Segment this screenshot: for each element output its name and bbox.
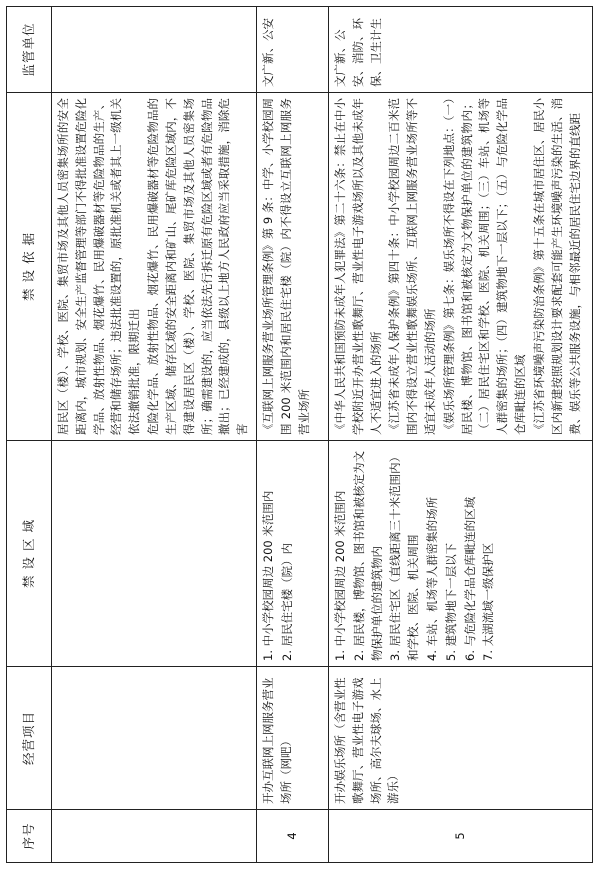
- table-header-row: [7, 7, 52, 863]
- area-item: 4. 车站、机场等人群密集的场所: [425, 496, 439, 661]
- prohibited-zones-table: [6, 6, 593, 863]
- supervising-dept: 文广新、公安: [256, 7, 328, 93]
- area-item: 1. 中小学校园周边 200 米范围内: [332, 490, 347, 661]
- table-row-continued: [52, 7, 257, 863]
- cell-area: [52, 441, 257, 667]
- basis-paragraph: 危险化学品、放射性物品、烟花爆竹、民用爆破器材等危险物品的生产区域、储存区域的安全距离内和矿山、尾矿库危险区域内，不得建设居民区（楼）、学校、医院、集贸市场及其他人员密集场所；确需建设的，应当依法先行拆迁原有危险区域或者有危险物品撤出；已经建成的，县级以上地方人民政府应当采取措施，消除危害: [146, 98, 250, 435]
- basis-paragraph: 《娱乐场所管理条例》第七条：娱乐场所不得设在下列地点：（一）居民楼、博物馆、图书馆和被核定为文物保护单位的建筑物内；（二）居民住宅区和学校、医院、机关周围；（三）车站、机场等人群密集的场所；（四）建筑物地下一层以下；（五）与危险化学品仓库毗连的区域: [441, 98, 528, 435]
- prohibited-area-cell: [328, 441, 592, 667]
- cell-basis: [52, 93, 257, 441]
- area-list: [260, 446, 297, 661]
- row-number: 5: [328, 810, 592, 863]
- header-no: 序号: [7, 810, 52, 863]
- area-item: 1. 中小学校园周边 200 米范围内: [260, 490, 275, 661]
- basis-paragraph: 居民区（楼）、学校、医院、集贸市场及其他人员密集场所的安全距离内，城市规划、安全生产监督管理等部门不得批准设置危险化学品、放射性物品、烟花爆竹、民用爆破器材等危险物品的生产、经营和储存场所；违法批准设置的，原批准机关或者其上一级机关依法撤销批准，限期迁出: [56, 98, 142, 435]
- table-row-5: [328, 7, 592, 863]
- area-item: 5. 建筑物地下一层以下: [443, 542, 458, 661]
- area-list: [332, 446, 498, 661]
- header-item: 经营项目: [7, 667, 52, 810]
- supervising-dept: 文广新、公安、消防、环保、卫生计生: [328, 7, 592, 93]
- basis-paragraph: 《江苏省环境噪声污染防治条例》第十五条在城市居住区、居民小区内新建按照规划设计要求配套可能产生环境噪声污染的生活、消费、娱乐等公共服务设施，与相邻最近的居民住宅边界的直线距: [531, 98, 582, 435]
- prohibited-area-cell: [256, 441, 328, 667]
- header-area: 禁 设 区 域: [7, 441, 52, 667]
- area-item: 6. 与危险化学品仓库毗连的区域: [462, 496, 477, 661]
- business-item: 开办娱乐场所（含营业性歌舞厅、营业性电子游戏场所、高尔夫球场、水上游乐）: [328, 667, 592, 810]
- table-row-4: [256, 7, 328, 863]
- area-item: 2. 居民住宅楼（院）内: [279, 542, 294, 661]
- area-item: 2. 居民楼，博物馆、图书馆和被核定为文物保护单位的建筑物内: [351, 450, 384, 661]
- row-number: 4: [256, 810, 328, 863]
- basis-paragraph: 《互联网上网服务营业场所管理条例》第 9 条：中学、小学校园周围 200 米范围内和居民住宅楼（院）内不得设立互联网上网服务营业场所: [260, 98, 311, 435]
- business-item: 开办互联网上网服务营业场所（网吧）: [256, 667, 328, 810]
- area-item: 3. 居民住宅区（直线距离三十米范围内）和学校、医院、机关周围: [388, 450, 421, 661]
- basis-paragraph: 《江苏省未成年人保护条例》第四十条：中小学校园周边二百米范围内不得设立营业性歌舞娱乐场所、互联网上网服务营业场所等不适宜未成年人活动的场所: [387, 98, 437, 435]
- basis-paragraph: 《中华人民共和国预防未成年人犯罪法》第二十六条：禁止在中小学校附近开办营业性歌舞厅、营业性电子游戏场所以及其他未成年人不适宜进入的场所: [332, 98, 383, 435]
- header-dept: 监管单位: [7, 7, 52, 93]
- legal-basis-cell: [328, 93, 592, 441]
- area-item: 7. 太湖流域一级保护区: [481, 542, 496, 661]
- cell-no: [52, 810, 257, 863]
- header-basis: 禁 设 依 据: [7, 93, 52, 441]
- cell-item: [52, 667, 257, 810]
- legal-basis-cell: [256, 93, 328, 441]
- cell-dept: [52, 7, 257, 93]
